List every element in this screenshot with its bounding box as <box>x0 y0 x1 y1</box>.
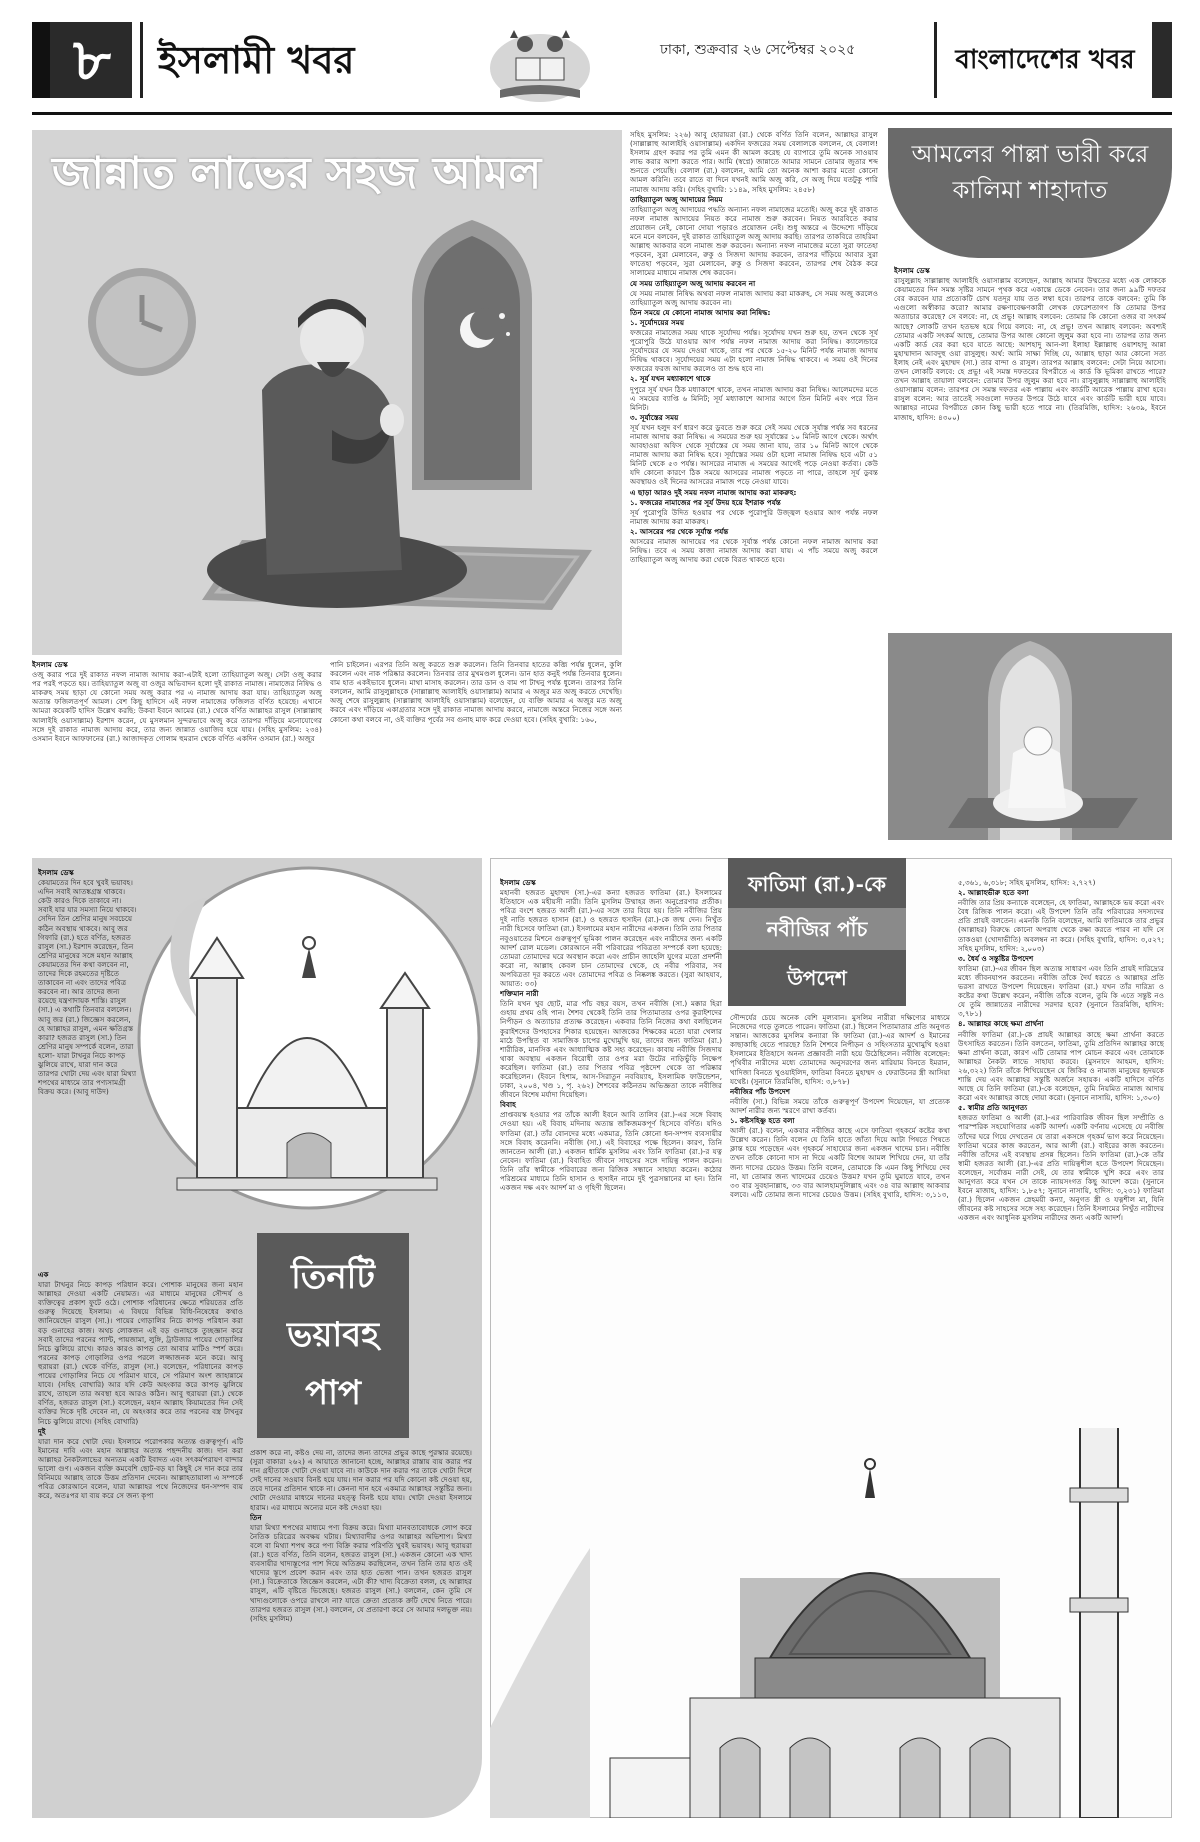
three-sins-title-line-1: তিনটি <box>291 1257 375 1297</box>
jannat-col2-text: পানি চাইলেন। এরপর তিনি অজু করতে শুরু করলেন। তিনি তিনবার হাতের কব্জি পর্যন্ত ধুলেন, কুলি করলেন এবং নাক পরিষ্কার করলেন। তিনবার তার মুখমণ্ডল ধুলেন। ডান হাত কনুই পর্যন্ত তিনবার ধুলেন। বাম হাত একইভাবে ধুলেন। মাথা মাসাহ করলেন। তার ডান ও বাম পা টাখনু পর্যন্ত ধুলেন। তারপর তিনি বললেন, আমি রাসুলুল্লাহকে (সাল্লাল্লাহু আলাইহি ওয়াসাল্লাম) আমার এ অজুর মত অজু করতে দেখেছি। অজু শেষে রাসুলুল্লাহ (সাল্লাল্লাহু আলাইহি ওয়াসাল্লাম) বলেছেন, যে ব্যক্তি আমার এ অজুর মত অজু করবে এবং দাঁড়িয়ে একাগ্রতার সঙ্গে দুই রাকাত নামাজ আদায় করবে, নামাজে অন্তরে নিজের সঙ্গে অন্য কোনো কথা বলবে না, ওই ব্যক্তির পূর্বের সব গুনাহ মাফ করে দেওয়া হবে। (সহিহ বুখারি: ১৬০, <box>330 660 622 724</box>
three-sins-column-1b <box>38 1270 243 1814</box>
right-dark-strip <box>1152 22 1172 98</box>
fatima-subhead-patience: ৩. ধৈর্য ও সন্তুষ্টির উপদেশ <box>958 953 1034 963</box>
fatima-obedience-text: হজরত ফাতিমা ও আলী (রা.)-এর পারিবারিক জীবন ছিল সম্প্রীতি ও পারস্পরিক সহযোগিতার একটি আদর্শ। একটি বর্ণনায় এসেছে যে নবীজি তাঁদের ঘরে গিয়ে দেখতেন যে তারা একসঙ্গে গৃহকর্ম ভাগ করে নিয়েছেন। ফাতিমা ঘরের কাজ করতেন, আর আলী (রা.) বাইরের কাজ করতেন। নবীজি তাঁদের এই ব্যবস্থায় প্রসন্ন ছিলেন। তিনি ফাতিমা (রা.)-কে তাঁর স্বামী হজরত আলী (রা.)-এর প্রতি দায়িত্বশীল হতে উপদেশ দিয়েছেন। বলেছেন, সর্বোত্তম নারী সেই, যে তার স্বামীকে খুশি করে এবং তার আনুগত্য করে যখন সে তাকে ন্যায়সংগত কিছু আদেশ করে। (সুনানে ইবনে মাজাহ, হাদিস: ১,৮৫৭; সুনানে নাসায়ি, হাদিস: ৩,২৩১) ফাতিমা (রা.) ছিলেন একজন স্নেহময়ী কন্যা, অনুগত স্ত্রী ও যত্নশীল মা, যিনি জীবনের কষ্ট সাহসের সঙ্গে সহ্য করেছেন। তিনি ইসলামের নিখুঁত নারীদের একজন এবং আধুনিক মুসলিম নারীদের জন্য একটি আদর্শ। <box>958 1113 1164 1223</box>
jannat-byline: ইসলাম ডেস্ক <box>32 660 68 669</box>
masthead-reading-illustration <box>480 20 600 105</box>
three-sins-title-line-3: পাপ <box>304 1373 362 1413</box>
fatima-intro: মহানবী হজরত মুহাম্মদ (সা.)-এর কন্যা হজরত ফাতিমা (রা.) ইসলামের ইতিহাসে এক মহীয়সী নারী। তিনি মুসলিম উম্মাহর জন্য অনুপ্রেরণার প্রতীক। পবিত্র বংশে হজরত আলী (রা.)-এর সঙ্গে তার বিয়ে হয়। তিনি নবীজির প্রিয় দুই নাতি হজরত হাসান (রা.) ও হজরত হুসাইন (রা.)-কে জন্ম দেন। নিখুঁত নারী হিসেবে ফাতিমা (রা.) ইসলামের মহান নারীদের একজন। তিনি তার পিতার নবুওয়াতের মিশনে গুরুত্বপূর্ণ ভূমিকা পালন করেছেন এবং নারীদের জন্য একটি আদর্শ রোল মডেল। কোরআনে নবী পরিবারের পবিত্রতা সম্পর্কে বলা হয়েছে: তোমরা তোমাদের ঘরে অবস্থান করো এবং প্রাচীন জাহেলি যুগের মতো প্রদর্শনী করো না, আল্লাহ কেবল চান তোমাদের থেকে, হে নবীর পরিবার, সব অপবিত্রতা দূর করতে এবং তোমাদের পবিত্র ও নিষ্কলঙ্ক করতে। (সুরা আহযাব, আয়াত: ৩৩) <box>500 888 722 989</box>
kalima-title: আমলের পাল্লা ভারী করে কালিমা শাহাদাত <box>911 140 1149 204</box>
three-sins-subhead-one: এক <box>38 1270 49 1279</box>
dateline: ঢাকা, শুক্রবার ২৬ সেপ্টেম্বর ২০২৫ <box>660 42 856 58</box>
jannat-title: জান্নাত লাভের সহজ আমল <box>52 148 542 199</box>
jannat-column-3 <box>630 130 878 840</box>
fatima-byline: ইসলাম ডেস্ক <box>500 878 536 887</box>
jannat-subhead-sunset: ৩. সূর্যাস্তের সময় <box>630 412 679 422</box>
three-sins-col2-text: প্রকাশ করে না, কষ্টও দেয় না, তাদের জন্য তাদের প্রভুর কাছে পুরস্কার রয়েছে। (সুরা বাকারা ২৬২) এ আয়াতে জানানো হচ্ছে, আল্লাহর রাস্তায় ব্যয় করার পর দান গ্রহীতাকে খোটা দেওয়া যাবে না। কাউকে দান করার পর তাকে খোটা দিলে সেই দানের সওয়াব বিনষ্ট হয়ে যায়। দান করার পর যদি কোনো কষ্ট দেওয়া হয়, তবে দানের প্রতিদান থাকে না। কেননা দান হবে একমাত্র আল্লাহর সন্তুষ্টির জন্য। খোটা দেওয়ার মাধ্যমে দানের মহত্ত্ব বিনষ্ট হয়ে যায়। খোটা দেওয়া ইসলামে হারাম। এর মাধ্যমে অন্যের মনে কষ্ট দেওয়া হয়। <box>250 1448 472 1512</box>
jannat-col3-intro: সহিহ মুসলিম: ২২৬) আবু হোরায়রা (রা.) থেকে বর্ণিত তিনি বলেন, আল্লাহর রাসুল (সাল্লাল্লাহু আলাইহি ওয়াসাল্লাম) একদিন ফজরের সময় বেলালকে বললেন, হে বেলাল! ইসলাম গ্রহণ করার পর তুমি এমন কী আমল করেছ যে ব্যাপারে তুমি অনেক সাওয়াব লাভ করার আশা করতে পার। আমি (স্বপ্নে) জান্নাতে আমার সামনে তোমার জুতার শব্দ শুনতে পেয়েছি। বেলাল (রা.) বললেন, আমি তো অনেক আশা করার মতো কোনো আমল করিনি। তবে রাতে বা দিনে যখনই আমি অজু করি, সে অজু দিয়ে যতটুকু পারি নামাজ আদায় করি। (সহিহ বুখারি: ১১৪৯, সহিহ মুসলিম: ২৪৫৮) <box>630 130 878 194</box>
three-sins-intro: কেয়ামতের দিন হবে খুবই ভয়াবহ। এদিন সবাই আতঙ্কগ্রস্ত থাকবে। কেউ কারও দিকে তাকাবে না। সবাই যার যার সমস্যা নিয়ে থাকবে। সেদিন তিন শ্রেণির মানুষ সবচেয়ে কঠিন অবস্থায় থাকবে। আবু জর গিফারি (রা.) হতে বর্ণিত, হজরত রাসুল (সা.) ইরশাদ করেছেন, তিন শ্রেণির মানুষের সঙ্গে মহান আল্লাহ কেয়ামতের দিন কথা বলবেন না, তাদের দিকে রহমতের দৃষ্টিতে তাকাবেন না এবং তাদের পবিত্র করবেন না। আর তাদের জন্য রয়েছে যন্ত্রণাদায়ক শাস্তি। রাসুল (সা.) এ কথাটি তিনবার বললেন। আবু জর (রা.) জিজ্ঞেস করলেন, হে আল্লাহর রাসুল, এমন ক্ষতিগ্রস্ত কারা? হজরত রাসুল (সা.) তিন শ্রেণির মানুষ সম্পর্কে বলেন, তারা হলো- যারা টাখনুর নিচে কাপড় ঝুলিয়ে রাখে, যারা দান করে তারপর খোটা দেয় এবং যারা মিথ্যা শপথের মাধ্যমে তার পণ্যসামগ্রী বিক্রয় করে। (আবু দাউদ) <box>38 878 137 1097</box>
masthead-rule <box>32 112 1172 115</box>
jannat-column-1 <box>32 660 322 840</box>
page-number: ৮ <box>73 26 111 94</box>
three-sins-subhead-two: দুই <box>38 1426 46 1436</box>
jannat-hero-panel <box>32 130 622 655</box>
fatima-subhead-endurance: ১. কষ্টসহিষ্ণু হতে বলা <box>730 1116 795 1126</box>
fatima-patience-text: ফাতিমা (রা.)-এর জীবন ছিল অত্যন্ত সাধারণ এবং তিনি প্রায়ই দারিদ্র্যের মধ্যে জীবনযাপন করতেন। নবীজি তাঁকে দৈর্য ধরতে ও আল্লাহর প্রতি ভরসা রাখতে উপদেশ দিয়েছেন। ফাতিমা (রা.) যখন তাঁর দারিদ্র্য ও কষ্টের কথা উল্লেখ করেন, নবীজি তাঁকে বলেন, তুমি কি এতে সন্তুষ্ট নও যে তুমি জান্নাতের নারীদের সরদার হবে? (সুনানে তিরমিজি, হাদিস: ৩,৭৮১) <box>958 963 1164 1019</box>
fatima-title-box <box>728 858 906 1006</box>
page-number-box <box>32 22 132 98</box>
three-sins-title-box <box>257 1233 409 1438</box>
article-fatima <box>490 858 1172 1818</box>
jannat-subhead-noon: ২. সূর্য যখন মধ্যাকাশে থাকে <box>630 374 711 384</box>
jannat-column-2 <box>330 660 622 840</box>
kalima-text: রাসুলুল্লাহ সাল্লাল্লাহু আলাইহি ওয়াসাল্লাম বলেছেন, আল্লাহ আমার উম্মতের মধ্যে এক লোককে কেয়ামতের দিন সমস্ত সৃষ্টির সামনে পৃথক করে একান্তে ডেকে নেবেন। তার জন্য ৯৯টি দফতর বের করবেন যার প্রত্যেকটি চোখ যতদূর যায় তত লম্বা হবে। তারপর তাকে বলবেন: তুমি কি এগুলো অস্বীকার করো? আমার রক্ষণাবেক্ষণকারী লেখক ফেরেশতাগণ কি তোমার উপর অত্যাচার করেছে? সে বলবে: না, হে প্রভু! আল্লাহ বলবেন: তোমার কি কোনো ওজর বা সৎকর্ম আছে? লোকটি তখন হতভম্ব হয়ে গিয়ে বলবে: না, হে প্রভু! তখন আল্লাহ বলবেন: অবশ্যই তোমার একটি সৎকর্ম আছে, তোমার উপর আজ কোনো জুলুম করা হবে না। তারপর তার জন্য একটি কার্ড বের করা হবে যাতে আছে: আশহাদু আন-লা ইলাহা ইল্লাল্লাহু ওয়াশহাদু আন্না মুহাম্মাদান আবদুহু ওয়া রাসুলুহু। অর্থ: আমি সাক্ষ্য দিচ্ছি যে, আল্লাহ ছাড়া আর কোনো সত্য ইলাহ নেই এবং মুহাম্মদ (সা.) তার বান্দা ও রাসুল। তারপর আল্লাহ বলবেন: সেটা নিয়ে আসো। তখন লোকটি বলবে: হে প্রভু! এই সমস্ত দফতরের বিপরীতে এ কার্ড কি ভূমিকা রাখতে পারে? তখন আল্লাহ তায়ালা বলবেন: তোমার উপর জুলুম করা হবে না। রাসুলুল্লাহ সাল্লাল্লাহু আলাইহি ওয়াসাল্লাম বলেন: তারপর সে সমস্ত দফতর এক পাল্লায় এবং কার্ডটি আরেক পাল্লায় রাখা হবে। রাসুল বলেন: আর তাতেই সবগুলো দফতর উপরে উঠে যাবে এবং কার্ডটি ভারী হয়ে যাবে। আল্লাহর নামের বিপরীতে কোন কিছু ভারী হতে পারে না। (তিরমিজি, হাদিস: ২৬৩৯, ইবনে মাজাহ, হাদিস: ৪৩০০) <box>894 276 1166 422</box>
paper-name: বাংলাদেশের খবর <box>955 45 1135 75</box>
jannat-col3-p7: আসরের নামাজ আদায়ের পর থেকে সূর্যাস্ত পর্যন্ত কোনো নফল নামাজ আদায় করা নিষিদ্ধ। তবে এ সময় কাজা নামাজ আদায় করা যায়। এ পাঁচ সময়ে অজু করলে তাহিয়্যাতুল অজু আদায় করা থেকে বিরত থাকতে হবে। <box>630 537 878 565</box>
mosque-circle-illustration <box>137 858 482 1218</box>
masthead <box>0 0 1200 120</box>
three-sins-title-line-2: ভয়াবহ <box>286 1315 379 1355</box>
fatima-column-1 <box>500 878 722 1668</box>
three-sins-column-1 <box>38 868 138 1268</box>
three-sins-sin-one: যারা টাখনুর নিচে কাপড় পরিধান করে। পোশাক মানুষের জন্য মহান আল্লাহর দেওয়া একটি নেয়ামত। এর মাধ্যমে মানুষের সৌন্দর্য ও ব্যক্তিত্বের প্রকাশ ফুটে ওঠে। পোশাক পরিধানের ক্ষেত্রে শরিয়তের প্রতি গুরুত্ব দিয়েছে ইসলাম। এ বিষয়ে বিভিন্ন বিধি-নিষেধের কথাও জানিয়েছেন রাসুল (সা.)। পায়ের গোড়ালির নিচে কাপড় পরিধান করা বড় গুনাহের কাজ। অথচ লোকজন এই বড় গুনাহকে তুচ্ছজ্ঞান করে সবাই তাদের পরনের প্যান্ট, পায়জামা, লুঙ্গি, ট্রাউজার পায়ের গোড়ালির নিচে ঝুলিয়ে রাখে। কারও কারও কাপড় তো আবার মাটিও স্পর্শ করে। পরনের কাপড় গোড়ালির ওপর পরলে লজ্জাজনক মনে করে। আবু হুরায়রা (রা.) থেকে বর্ণিত, রাসুল (সা.) বলেছেন, পরিধানের কাপড় পায়ের গোড়ালির নিচে যে পরিমাণ যাবে, সে পরিমাণ অংশ জাহান্নামে যাবে। (সহিহ বোখারি) আর যদি কেউ অহংকার করে কাপড় ঝুলিয়ে রাখে, তাহলে তার অবস্থা হবে আরও কঠিন। আবু হুরায়রা (রা.) থেকে বর্ণিত, হজরত রাসুল (সা.) বলেছেন, মহান আল্লাহ কিয়ামতের দিন সেই ব্যক্তির দিকে দৃষ্টি দেবেন না, যে অহংকার করে তার পরনের বস্ত্র টাখনুর নিচে ঝুলিয়ে রাখে। (সহিহ বোখারি) <box>38 1280 243 1426</box>
fatima-column-3 <box>958 878 1164 1508</box>
jannat-col3-p1: তাহিয়্যাতুল অজু আদায়ের পদ্ধতি অন্যান্য নফল নামাজের মতোই। অজু করে দুই রাকাত নফল নামাজ আদায়ের নিয়ত করে নামাজ শুরু করবেন। নিয়ত আরবিতে করার প্রয়োজন নেই, কোনো দোয়া পড়ারও প্রয়োজন নেই। শুধু অন্তরে এ উদ্দেশ্যে দাঁড়িয়ে মনে মনে বলবেন, দুই রাকাত তাহিয়্যাতুল অজু আদায় করছি। তারপর তাকবিরে তাহরিমা আল্লাহু আকবার বলে নামাজ শুরু করবেন। অন্যান্য নফল নামাজের মতো সুরা ফাতেহা পড়বেন, সুরা মেলাবেন, রুকু ও সিজদা আদায় করবেন, তারপর দাঁড়িয়ে আবার সুরা ফাতেহা পড়বেন, সুরা মেলাবেন, রুকু ও সিজদা করবেন, তারপর শেষ বৈঠক করে সালামের মাধ্যমে নামাজ শেষ করবেন। <box>630 204 878 278</box>
fatima-forgiveness-text: নবীজি ফাতিমা (রা.)-কে প্রায়ই আল্লাহর কাছে ক্ষমা প্রার্থনা করতে উৎসাহিত করতেন। তিনি বলতেন, ফাতিমা, তুমি প্রতিদিন আল্লাহর কাছে ক্ষমা প্রার্থনা করো, কারণ এটি তোমার পাপ মোচন করবে এবং তোমাকে আল্লাহর নৈকট্য লাভে সাহায্য করবে। (মুসনাদে আহমদ, হাদিস: ২৬,৩২২) তিনি তাঁকে শিখিয়েছেন যে জিকির ও নামাজ মানুষের হৃদয়কে শান্তি দেয় এবং আল্লাহর সন্তুষ্টি অর্জনে সহায়ক। একটি হাদিসে বর্ণিত আছে যে তিনি ফাতিমা (রা.)-কে বলেছেন, তুমি নিয়মিত নামাজ আদায় করো এবং আল্লাহর কাছে দোয়া করো। (সুনানে নাসায়ি, হাদিস: ১,৩০৩) <box>958 1029 1164 1103</box>
three-sins-column-2 <box>250 1448 472 1814</box>
article-jannat <box>32 130 882 840</box>
fatima-endurance-text: আলী (রা.) বলেন, একবার নবীজির কাছে এসে ফাতিমা গৃহকর্মে কষ্টের কথা উল্লেখ করেন। তিনি বলেন যে তিনি হাতে জাঁতা দিয়ে আটা পিষতে পিষতে ক্লান্ত হয়ে পড়েছেন এবং গৃহকর্মে সাহায্যের জন্য একজন খাদেম চান। নবীজি তখন তাঁকে কোনো দাস না দিয়ে একটি বিশেষ আমল শিখিয়ে দেন, যা তাঁর জন্য দাসের চেয়েও উত্তম। তিনি বলেন, তোমাকে কি এমন কিছু শিখিয়ে দেব না, যা তোমার জন্য খাদেমের চেয়েও উত্তম? যখন তুমি ঘুমাতে যাবে, তখন ৩৩ বার সুবহানাল্লাহ, ৩৩ বার আলহামদুলিল্লাহ এবং ৩৪ বার আল্লাহু আকবার বলবে। এটি তোমার জন্য দাসের চেয়েও উত্তম। (সহিহ বুখারি, হাদিস: ৩,১১৩, <box>730 1126 950 1199</box>
fatima-five-advice-text: নবীজি (সা.) বিভিন্ন সময়ে তাঁকে গুরুত্বপূর্ণ উপদেশ দিয়েছেন, যা প্রত্যেক আদর্শ নারীর জন্য স্মরণে রাখা কর্তব্য। <box>730 1096 950 1115</box>
jannat-subhead-three-times: তিন সময়ে যে কোনো নামাজ আদায় করা নিষিদ্ধ: <box>630 307 771 317</box>
article-three-sins <box>32 858 482 1818</box>
jannat-col3-p3: ফজরের নামাজের সময় থাকে সূর্যোদয় পর্যন্ত। সূর্যোদয় যখন শুরু হয়, তখন থেকে সূর্য পুরোপুরি উঠে যাওয়ার আগ পর্যন্ত নফল নামাজ আদায় করা নিষিদ্ধ। ক্যালেন্ডারে সূর্যোদয়ের যে সময় দেওয়া থাকে, তার পর থেকে ১৫-২০ মিনিট পর্যন্ত নামাজ আদায় নিষিদ্ধ থাকবে। সূর্যোদয়ের সময় এটা হলো নামাজ নিষিদ্ধ থাকবে। এ সময় ওই দিনের ফজরের ফরজ আদায় করলেও তা শুদ্ধ হবে না। <box>630 327 878 374</box>
fatima-subhead-marriage: বিবাহ <box>500 1100 516 1110</box>
fatima-subhead-forgiveness: ৪. আল্লাহর কাছে ক্ষমা প্রার্থনা <box>958 1019 1044 1029</box>
kalima-title-box <box>888 128 1172 258</box>
fatima-taqwa-text: নবীজি তার প্রিয় কন্যাকে বলেছেন, হে ফাতিমা, আল্লাহকে ভয় করো এবং বৈধ রিজিক পালন করো। এই উপদেশ তিনি তাঁর পরিবারের সদস্যদের প্রতি প্রায়ই বলতেন। এমনকি তিনি বলেছেন, আমি ফাতিমাকে তার প্রভুর (আল্লাহর) বিরুদ্ধে কোনো অপরাধ থেকে রক্ষা করতে পারব না যদি সে তাকওয়া (খোদাভীতি) অবলম্বন না করে। (সহিহ বুখারি, হাদিস: ৩,৫২৭; সহিহ মুসলিম, হাদিস: ২,০০৩) <box>958 898 1164 953</box>
fatima-title-line-2: নবীজির পাঁচ <box>766 917 868 941</box>
jannat-col3-p2: যে সময় নামাজ নিষিদ্ধ অথবা নফল নামাজ আদায় করা মাকরুহ, সে সময় অজু করলেও তাহিয়্যাতুল অজু আদায় করবেন না। <box>630 288 878 307</box>
fatima-subhead-taqwa: ২. আল্লাহভীরু হতে বলা <box>958 888 1029 898</box>
fatima-marriage-text: প্রাপ্তবয়স্ক হওয়ার পর তাঁকে আলী ইবনে আবি তালিব (রা.)-এর সঙ্গে বিবাহ দেওয়া হয়। এই বিবাহ মদিনায় অত্যন্ত জাঁকজমকপূর্ণ হিসেবে বর্ণিত। যদিও ফাতিমা (রা.) তাঁর বোনদের মধ্যে একমাত্র, তিনি কোনো ধন-সম্পদ ব্যবসায়ীর সঙ্গে বিবাহ করেননি। নবীজি (সা.) এই বিবাহের পক্ষে ছিলেন। কারণ, তিনি জানতেন আলী (রা.) একজন ধার্মিক মুসলিম এবং তিনি ফাতিমা (রা.)-র যত্ন নেবেন। ফাতিমা (রা.) বিবাহিত জীবনে সাহসের সঙ্গে দায়িত্ব পালন করেন। তিনি তাঁর স্বামীকে পরিবারের জন্য রিজিক সন্ধানে সাহায্য করেন। কঠোর পরিশ্রমের মাধ্যমে তিনি হাসান ও হুসাইন নামে দুই পুত্রসন্তানের মা হন। তিনি একজন দক্ষ এবং আদর্শ মা ও গৃহিণী ছিলেন। <box>500 1110 722 1193</box>
jannat-subhead-makruh: এ ছাড়া আরও দুই সময় নফল নামাজ আদায় করা মাকরুহ: <box>630 487 797 497</box>
three-sins-subhead-three: তিন <box>250 1512 262 1522</box>
jannat-subhead-not-times: যে সময় তাহিয়্যাতুল অজু আদায় করবেন না <box>630 278 756 288</box>
three-sins-sin-two: যারা দান করে খোটা দেয়। ইসলামে পরোপকার অত্যন্ত গুরুত্বপূর্ণ। এটি ইমানের দাবি এবং মহান আল্লাহর অত্যন্ত পছন্দনীয় কাজ। দান করা আল্লাহর নৈকট্যলাভের অন্যতম একটি ইবাদত এবং সৎকর্মপরায়ণ বান্দার ভালো গুণ। একজন ব্যক্তি কমবেশি ছোট-বড় যা কিছুই সে দান করে তার বিনিময়ে আল্লাহ তাকে উত্তম প্রতিদান দেবেন। আল্লাহতায়ালা এ সম্পর্কে পবিত্র কোরআনে বলেন, যারা আল্লাহর পথে নিজেদের ধন-সম্পদ ব্যয় করে, অতঃপর যা ব্যয় করে সে জন্য কৃপা <box>38 1436 243 1501</box>
kalima-body <box>894 266 1166 616</box>
three-sins-sin-three: যারা মিথ্যা শপথের মাধ্যমে পণ্য বিক্রয় করে। মিথ্যা মানবতাবোধকে লোপ করে নৈতিক চরিত্রের অবক্ষয় ঘটায়। মিথ্যাবাদীর ওপর আল্লাহর অভিশাপ। মিথ্যা বলে বা মিথ্যা শপথ করে পণ্য বিক্রি করার পরিণতি খুবই ভয়াবহ। আবু হুরায়রা (রা.) হতে বর্ণিত, তিনি বলেন, হজরত রাসুল (সা.) একজন কোনো এক খাদ্য ব্যবসায়ীর খাদ্যস্তূপের পাশ দিয়ে অতিক্রম করছিলেন, তখন তিনি তার হাত ওই খাদ্যের স্তূপে প্রবেশ করান এবং তার হাত ভেজা পান। তখন হজরত রাসুল (সা.) বিক্রেতাকে জিজ্ঞেস করলেন, এটা কী? খাদ্য বিক্রেতা বলল, হে আল্লাহর রাসুল, এটি বৃষ্টিতে ভিজেছে। হজরত রাসুল (সা.) বললেন, কেন তুমি সে খাদ্যগুলোকে ওপরে রাখলে না? যাতে ক্রেতা প্রত্যেক ক্রটি দেখে নিতে পারে। তারপর হজরত রাসুল (সা.) বললেন, যে প্রতারণা করে সে আমার দলভুক্ত নয়। (সহিহ মুসলিম) <box>250 1522 472 1623</box>
left-dark-strip <box>32 22 50 98</box>
three-sins-byline: ইসলাম ডেস্ক <box>38 868 74 877</box>
fatima-subhead-obedience: ৫. স্বামীর প্রতি আনুগত্য <box>958 1103 1028 1113</box>
fatima-subhead-five-advice: নবীজির পাঁচ উপদেশ <box>730 1086 791 1096</box>
fatima-title-line-1: ফাতিমা (রা.)-কে <box>747 872 887 896</box>
jannat-subhead-method: তাহিয়্যাতুল অজু আদায়ের নিয়ম <box>630 194 723 204</box>
section-title: ইসলামী খবর <box>158 37 355 82</box>
section-divider <box>140 22 143 98</box>
fatima-title-line-3: উপদেশ <box>787 966 847 990</box>
dateline-divider <box>934 22 937 98</box>
jannat-col3-p4: দুপুরে সূর্য যখন ঠিক মধ্যাকাশে থাকে, তখন নামাজ আদায় করা নিষিদ্ধ। আলেমদের মতে এ সময়ের ব্যাপ্তি ৬ মিনিট; সূর্য মধ্যাকাশে আসার আগে তিন মিনিট এবং পরে তিন মিনিট। <box>630 384 878 412</box>
jannat-subhead-ishraq: ১. ফজরের নামাজের পর সূর্য উদয় হয়ে ইশরাক পর্যন্ত <box>630 497 781 507</box>
kalima-byline: ইসলাম ডেস্ক <box>894 266 930 275</box>
fatima-col2-text: সৌন্দর্যের চেয়ে অনেক বেশি মূল্যবান। মুসলিম নারীরা দক্ষিণ্যের মাধ্যমে নিজেদের গড়ে তুলতে পারেন। ফাতিমা (রা.) ছিলেন পিতামাতার প্রতি অনুগত সন্তান। আজকের মুসলিম কন্যারা কি ফাতিমা (রা.)-এর আদর্শ ও ইমানের কাছাকাছি যেতে পারছে? তিনি শৈশবে নিপীড়ন ও সহিংসতার মুখোমুখি হওয়া ইসলামের ইতিহাসে অনন্য প্রজ্ঞাবতী নারী হয়ে উঠেছিলেন। নবীজি বলেছেন: পৃথিবীর নারীদের মধ্যে তোমাদের অনুসরণের জন্য মারিয়াম বিনতে ইমরান, খাদিজা বিনতে খুওয়াইলিদ, ফাতিমা বিনতে মুহাম্মদ ও ফেরাউনের স্ত্রী আসিয়া যথেষ্ট। (সুনানে তিরমিজি, হাদিস: ৩,৮৭৮) <box>730 1013 950 1086</box>
fatima-subhead-strong-woman: শক্তিমান নারী <box>500 989 539 999</box>
supplication-illustration <box>888 633 1172 840</box>
jannat-subhead-sunrise: ১. সূর্যোদয়ের সময় <box>630 317 685 327</box>
fatima-strong-woman-text: তিনি যখন খুব ছোট, মাত্র পাঁচ বছর বয়স, তখন নবীজি (সা.) মক্কার হিরা গুহায় প্রথম ওহি পান। শৈশব থেকেই তিনি তার পিতামাতার ওপর কুরাইশদের নিপীড়ন ও অত্যাচার প্রত্যক্ষ করেছেন। একবার তিনি নিজের কথা বলছিলেন কুরাইশদের উপহাসের শিকার হয়েছেন। আজকের শিক্ষকের মতো যারা খেলার মাঠে উপস্থিত বা সামাজিক চাপের মুখোমুখি হয়, তাদের জন্য ফাতিমা (রা.) শারীরিক, মানসিক এবং আধ্যাত্মিক কষ্ট সহ্য করেছেন। কাবায় নবীজি সিজদায় থাকা অবস্থায় একজন বিরোধী তার ওপর মরা উটের নাড়িভুঁড়ি নিক্ষেপ করেছিল। ফাতিমা (রা.) তার পিতার পবিত্র পৃষ্ঠদেশ থেকে তা পরিষ্কার করেছিলেন। (ইবনে হিশাম, আস-সিরাতুন নববিয়্যাহ, ইসলামিক ফাউন্ডেশন, ঢাকা, ২০০৪, খণ্ড ১, পৃ. ২৬২) শৈশবের কঠিনতম অভিজ্ঞতা তাকে নবীজির জীবনে বিশেষ মর্যাদা দিয়েছিল। <box>500 999 722 1100</box>
fatima-column-2 <box>730 1013 950 1493</box>
article-kalima <box>888 128 1172 840</box>
fatima-col3-ref: ৫,৩৬১, ৬,৩১৮; সহিহ মুসলিম, হাদিস: ২,৭২৭) <box>958 878 1096 887</box>
jannat-col1-text: ওজু করার পরে দুই রাকাত নফল নামাজ আদায় করা-এটাই হলো তাহিয়্যাতুল অজু। সেটা ওজু করার পর পরই পড়তে হয়। তাহিয়্যাতুল অজু বা ওজুর অভিবাদন হলো দুই রাকাত নামাজ। নামাজের নিষিদ্ধ ও মাকরুহ সময় ছাড়া যে কোনো সময় অজু করার পর এ নামাজ আদায় করা যায়। তাহিয়্যাতুল অজু অত্যন্ত ফজিলতপূর্ণ আমল। বেশ কিছু হাদিসে এই নফল নামাজের ফজিলত বর্ণিত হয়েছে। এখানে আমরা কয়েকটি হাদিস উল্লেখ করছি: উকবা ইবনে আমের (রা.) থেকে বর্ণিত আল্লাহর রাসুল (সাল্লাল্লাহু আলাইহি ওয়াসাল্লাম) ইরশাদ করেন, যে মুসলমান সুন্দরভাবে অজু করে তারপর দাঁড়িয়ে মনোযোগের সঙ্গে দুই রাকাত নামাজ আদায় করে, তার জন্য জান্নাত ওয়াজিব হয়ে যায়। (সহিহ মুসলিম: ২৩৪) ওসমান ইবনে আফফানের (রা.) আজাদকৃত গোলাম হুমরান থেকে বর্ণিত একদিন ওসমান (রা.) অজুর <box>32 670 322 743</box>
jannat-col3-p6: সূর্য পুরোপুরি উদিত হওয়ার পর থেকে পুরোপুরি উজ্জ্বল হওয়ার আগ পর্যন্ত নফল নামাজ আদায় করা মাকরুহ। <box>630 507 878 526</box>
jannat-subhead-after-asr: ২. আসরের পর থেকে সূর্যাস্ত পর্যন্ত <box>630 526 729 536</box>
jannat-col3-p5: সূর্য যখন হলুদ বর্ণ ধারণ করে ডুবতে শুরু করে সেই সময় থেকে সূর্যাস্ত পর্যন্ত সব ধরনের নামাজ আদায় করা নিষিদ্ধ। এ সময়ের শুরু হয় সূর্যাস্তের ১০ মিনিট আগে থেকে। অর্থাৎ আবহাওয়া অফিস থেকে সূর্যাস্তের যে সময় জানা যায়, তার ১০ মিনিট আগে থেকে নামাজ আদায় করা নিষিদ্ধ হবে। সূর্যাস্তের সময় ওটা হলো নামাজ নিষিদ্ধ হবে এটা ৫১ মিনিট থেকে ৫৩ পর্যন্ত। আসরের নামাজ এ সময়ের আগেই পড়ে নেওয়া কর্তব্য। কেউ যদি কোনো কারণে ঠিক সময়ে আসরের নামাজ পড়তে না পারে, তাহলে সূর্য ডুবন্ত অবস্থায়ও ওই দিনের আসরের নামাজ পড়ে নেওয়া যাবে। <box>630 422 878 487</box>
